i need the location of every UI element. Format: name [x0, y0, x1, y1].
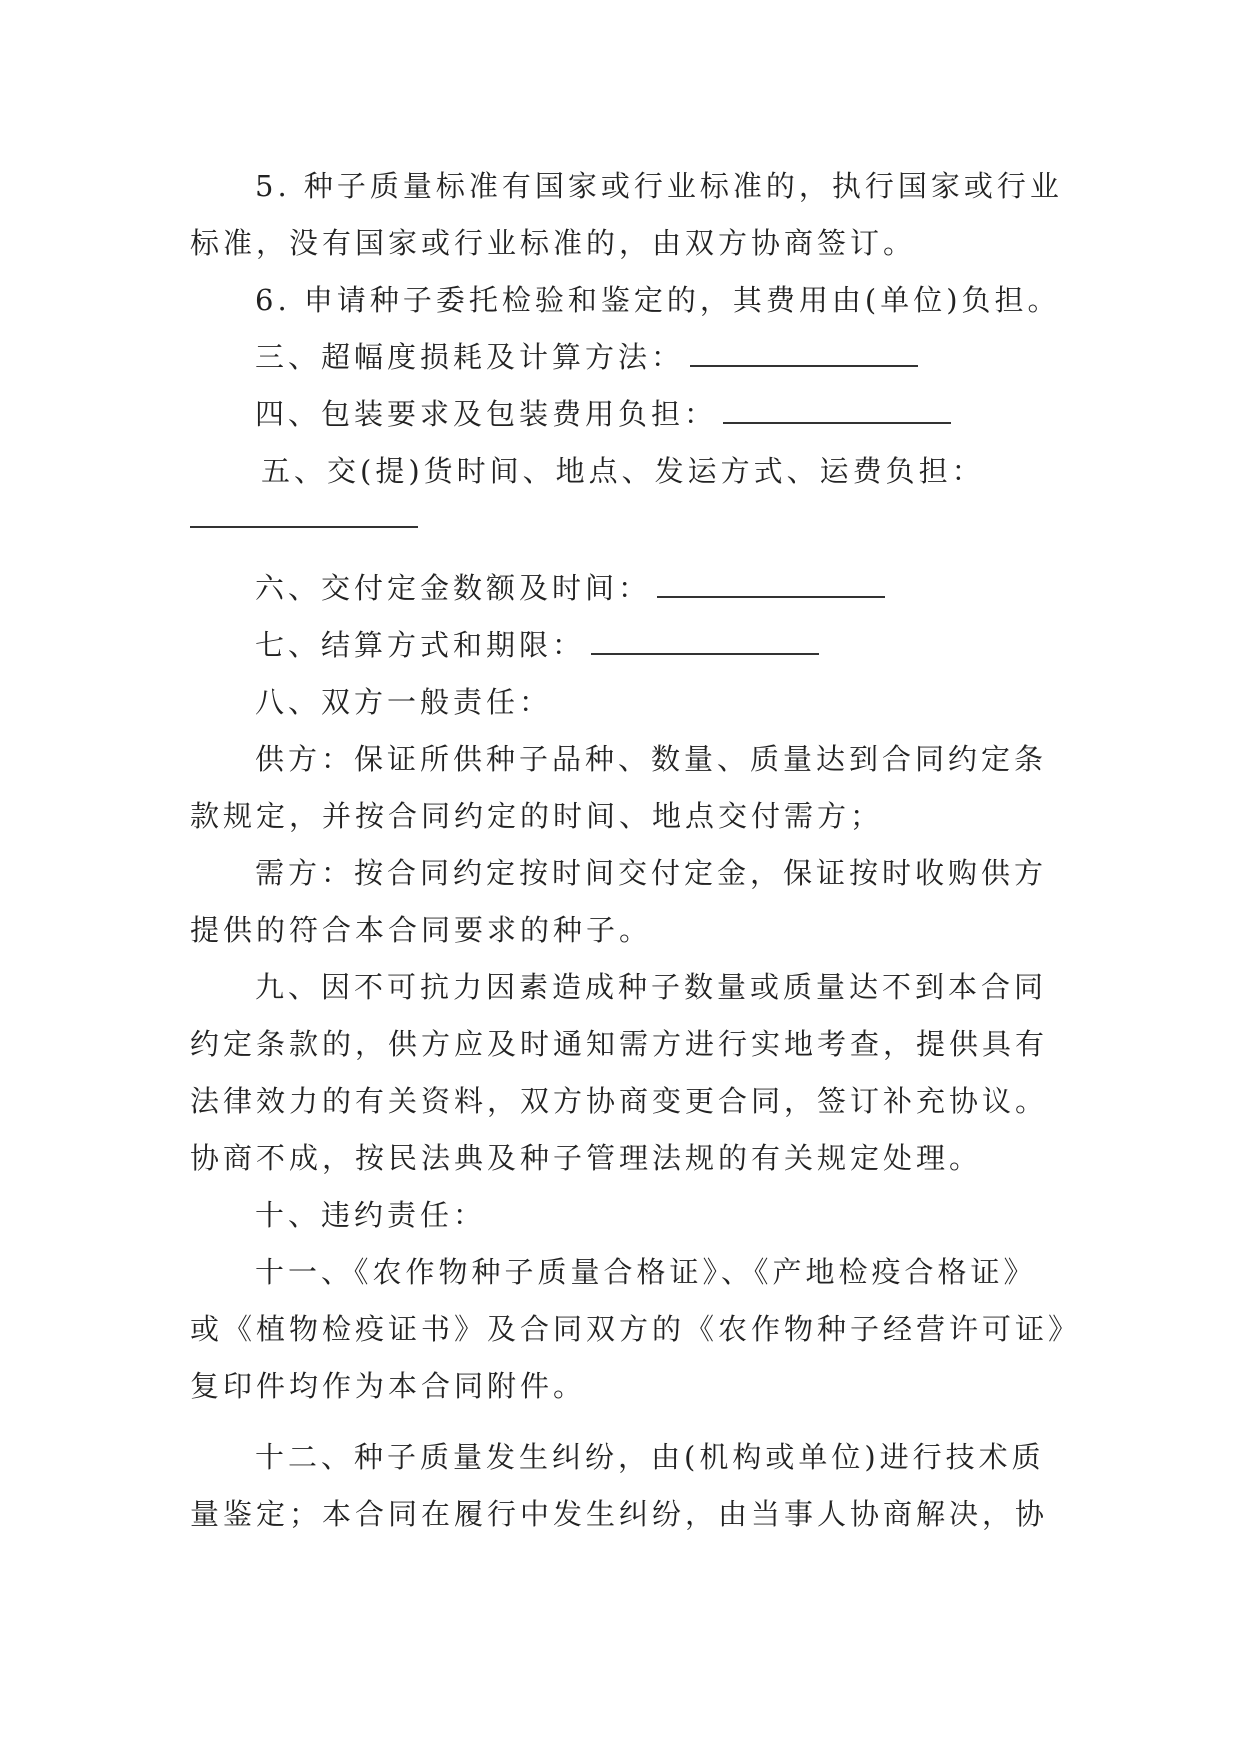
clause-4-label: 四、包装要求及包装费用负担：	[255, 397, 718, 431]
text-line-inspection-fee: 6. 申请种子委托检验和鉴定的，其费用由(单位)负担。	[255, 283, 1061, 317]
clause-12-line-1: 十二、种子质量发生纠纷，由(机构或单位)进行技术质	[255, 1440, 1045, 1474]
clause-11-line-3: 复印件均作为本合同附件。	[190, 1369, 587, 1403]
clause-6-label: 六、交付定金数额及时间：	[255, 571, 652, 605]
fill-in-blank-deposit	[657, 574, 885, 598]
text-line-buyer-1: 需方：按合同约定按时间交付定金，保证按时收购供方	[255, 856, 1048, 890]
clause-4-packaging	[255, 394, 951, 434]
clause-11-line-1: 十一、《农作物种子质量合格证》、《产地检疫合格证》	[255, 1255, 1037, 1289]
clause-7-label: 七、结算方式和期限：	[255, 628, 586, 662]
clause-9-line-4: 协商不成，按民法典及种子管理法规的有关规定处理。	[190, 1141, 983, 1175]
clause-7-settlement	[255, 625, 819, 665]
clause-8-heading: 八、双方一般责任：	[255, 685, 553, 719]
clause-3-label: 三、超幅度损耗及计算方法：	[255, 340, 685, 374]
fill-in-blank-settlement	[591, 631, 819, 655]
text-line-supplier-1: 供方：保证所供种子品种、数量、质量达到合同约定条	[255, 742, 1048, 776]
clause-9-line-1: 九、因不可抗力因素造成种子数量或质量达不到本合同	[255, 970, 1048, 1004]
clause-5-delivery: 五、交(提)货时间、地点、发运方式、运费负担：	[261, 454, 985, 488]
text-line-supplier-2: 款规定，并按合同约定的时间、地点交付需方；	[190, 799, 884, 833]
clause-6-deposit	[255, 568, 885, 608]
fill-in-blank-loss	[690, 343, 918, 367]
clause-10-heading: 十、违约责任：	[255, 1198, 487, 1232]
text-line-quality-standard-2: 标准，没有国家或行业标准的，由双方协商签订。	[190, 226, 917, 260]
clause-9-line-2: 约定条款的，供方应及时通知需方进行实地考查，提供具有	[190, 1027, 1049, 1061]
clause-9-line-3: 法律效力的有关资料，双方协商变更合同，签订补充协议。	[190, 1084, 1049, 1118]
fill-in-blank-delivery	[190, 526, 418, 528]
text-line-buyer-2: 提供的符合本合同要求的种子。	[190, 913, 653, 947]
clause-11-line-2: 或《植物检疫证书》及合同双方的《农作物种子经营许可证》	[190, 1312, 1082, 1346]
clause-3-loss-calculation	[255, 337, 918, 377]
text-line-quality-standard-1: 5. 种子质量标准有国家或行业标准的，执行国家或行业	[255, 169, 1063, 203]
fill-in-blank-packaging	[723, 400, 951, 424]
clause-12-line-2: 量鉴定；本合同在履行中发生纠纷，由当事人协商解决，协	[190, 1497, 1049, 1531]
